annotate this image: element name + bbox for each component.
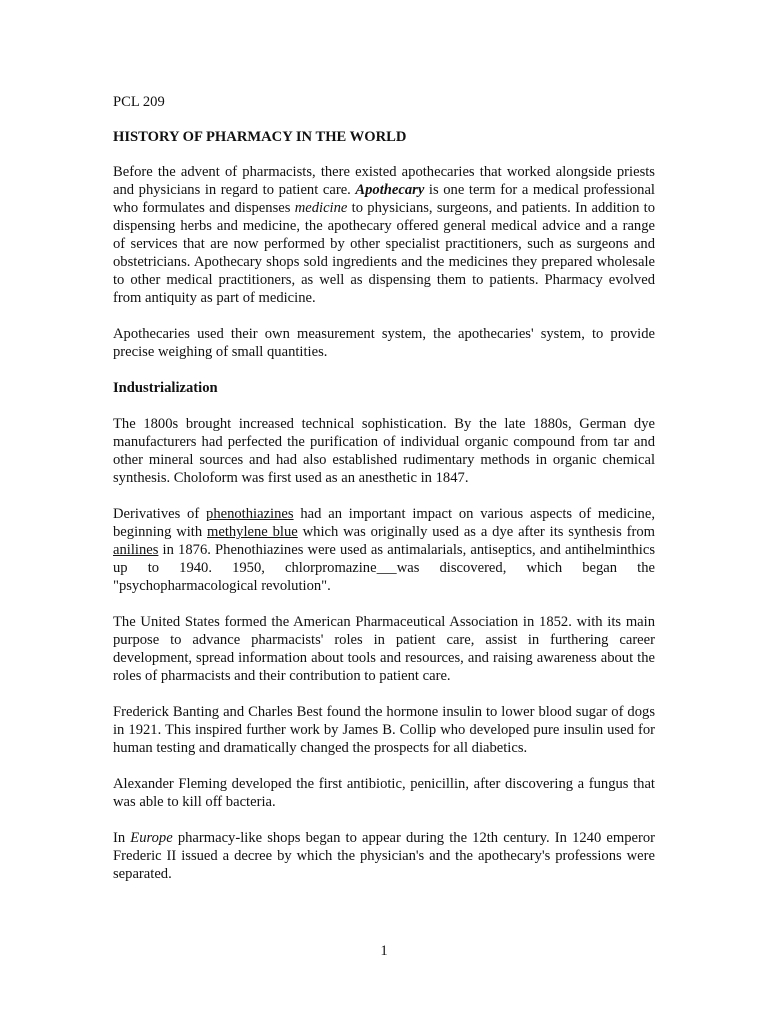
paragraph-europe <box>113 829 655 883</box>
term-europe: Europe <box>130 830 173 846</box>
text-run: to physicians, surgeons, and patients. In addition to dispensing herbs and medicine, the apothecary offered general medical advice and a range of services that are now performed by other specialist practitioners, such as surgeons and obstetricians. Apothecary shops sold ingredients and the medicines they prepared wholesale to other medical practitioners, as well as dispensing them to patients. Pharmacy evolved from antiquity as part of medicine. <box>113 200 655 306</box>
text-run: which was originally used as a dye after its synthesis from <box>297 524 655 540</box>
paragraph-penicillin: Alexander Fleming developed the first antibiotic, penicillin, after discovering a fungus that was able to kill off bacteria. <box>113 776 655 810</box>
link-methylene-blue[interactable]: methylene blue <box>207 524 298 540</box>
text-run: In <box>113 830 131 846</box>
paragraph-1800s: The 1800s brought increased technical sophistication. By the late 1880s, German dye manufacturers had perfected the purification of individual organic compound from tar and other mineral sources and had also established rudimentary methods in organic chemical synthesis. Choloform was first used as an anesthetic in 1847. <box>113 416 655 486</box>
link-gap[interactable] <box>377 560 397 576</box>
text-run: was discovered, which began the "psychopharmacological revolution". <box>113 560 655 594</box>
text-run: is one term for a medical professional who formulates and dispenses <box>113 182 655 216</box>
link-anilines[interactable]: anilines <box>113 542 159 558</box>
paragraph-measurement: Apothecaries used their own measurement system, the apothecaries' system, to provide precise weighing of small quantities. <box>113 326 655 360</box>
paragraph-apha: The United States formed the American Pharmaceutical Association in 1852. with its main purpose to advance pharmacists' roles in patient care, assist in furthering career development, spread information about tools and resources, and raising awareness about the roles of pharmacists and their contribution to patient care. <box>113 614 655 684</box>
term-medicine: medicine <box>294 200 348 216</box>
text-run: pharmacy-like shops began to appear during the 12th century. In 1240 emperor Frederic II issued a decree by which the physician's and the apothecary's professions were separated. <box>113 830 655 882</box>
paragraph-apothecaries <box>113 163 655 307</box>
document-title: HISTORY OF PHARMACY IN THE WORLD <box>113 129 407 145</box>
term-apothecary: Apothecary <box>355 182 425 198</box>
paragraph-phenothiazines <box>113 505 655 595</box>
paragraph-insulin: Frederick Banting and Charles Best found the hormone insulin to lower blood sugar of dogs in 1921. This inspired further work by James B. Collip who developed pure insulin used for human testing and dramatically changed the prospects for all diabetics. <box>113 704 655 756</box>
text-run: Derivatives of <box>113 506 207 522</box>
text-run: Before the advent of pharmacists, there existed apothecaries that worked alongside priests and physicians in regard to patient care. <box>113 164 655 198</box>
section-heading-industrialization: Industrialization <box>113 380 218 396</box>
text-run: had an important impact on various aspects of medicine, beginning with <box>113 506 655 540</box>
link-phenothiazines[interactable]: phenothiazines <box>206 506 294 522</box>
page-body <box>113 93 655 901</box>
course-code: PCL 209 <box>113 94 165 110</box>
page-number: 1 <box>380 943 388 959</box>
text-run: in 1876. Phenothiazines were used as antimalarials, antiseptics, and antihelminthics up to 1940. 1950, chlorpromazine <box>113 542 655 576</box>
